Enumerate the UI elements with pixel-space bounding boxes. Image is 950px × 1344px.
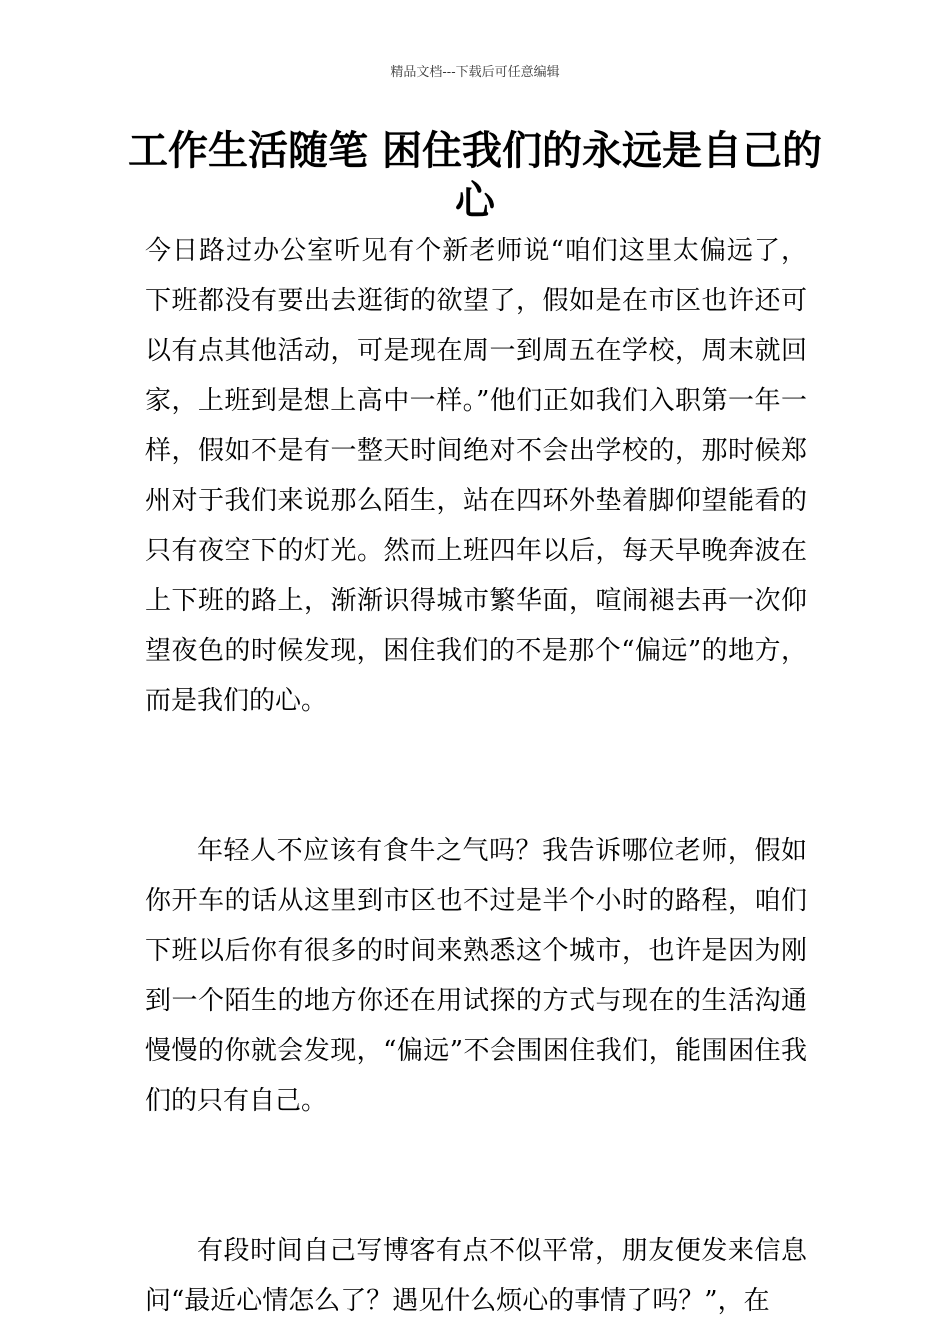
paragraph-gap: [145, 1126, 807, 1176]
paragraph-gap: [145, 1176, 807, 1226]
document-title: 工作生活随笔 困住我们的永远是自己的心: [128, 128, 822, 224]
paragraph-gap: [145, 726, 807, 776]
paragraph-2: 年轻人不应该有食牛之气吗？我告诉哪位老师，假如你开车的话从这里到市区也不过是半个小时的路程，咱们下班以后你有很多的时间来熟悉这个城市，也许是因为刚到一个陌生的地方你还在用试探的方式与现在的生活沟通慢慢的你就会发现，“偏远”不会围困住我们，能围困住我们的只有自己。: [145, 836, 807, 1116]
paragraph-3: 有段时间自己写博客有点不似平常，朋友便发来信息问“最近心情怎么了？遇见什么烦心的事情了吗？”，在: [145, 1236, 807, 1316]
page-header: 精品文档---下载后可任意编辑: [390, 65, 560, 80]
paragraph-gap: [145, 776, 807, 826]
paragraph-1: 今日路过办公室听见有个新老师说“咱们这里太偏远了，下班都没有要出去逛街的欲望了，假如是在市区也许还可以有点其他活动，可是现在周一到周五在学校，周末就回家，上班到是想上高中一样。”他们正如我们入职第一年一样，假如不是有一整天时间绝对不会出学校的，那时候郑州对于我们来说那么陌生，站在四环外垫着脚仰望能看的只有夜空下的灯光。然而上班四年以后，每天早晚奔波在上下班的路上，渐渐识得城市繁华面，喧闹褪去再一次仰望夜色的时候发现，困住我们的不是那个“偏远”的地方，而是我们的心。: [145, 236, 807, 716]
document-body: [145, 226, 807, 1326]
